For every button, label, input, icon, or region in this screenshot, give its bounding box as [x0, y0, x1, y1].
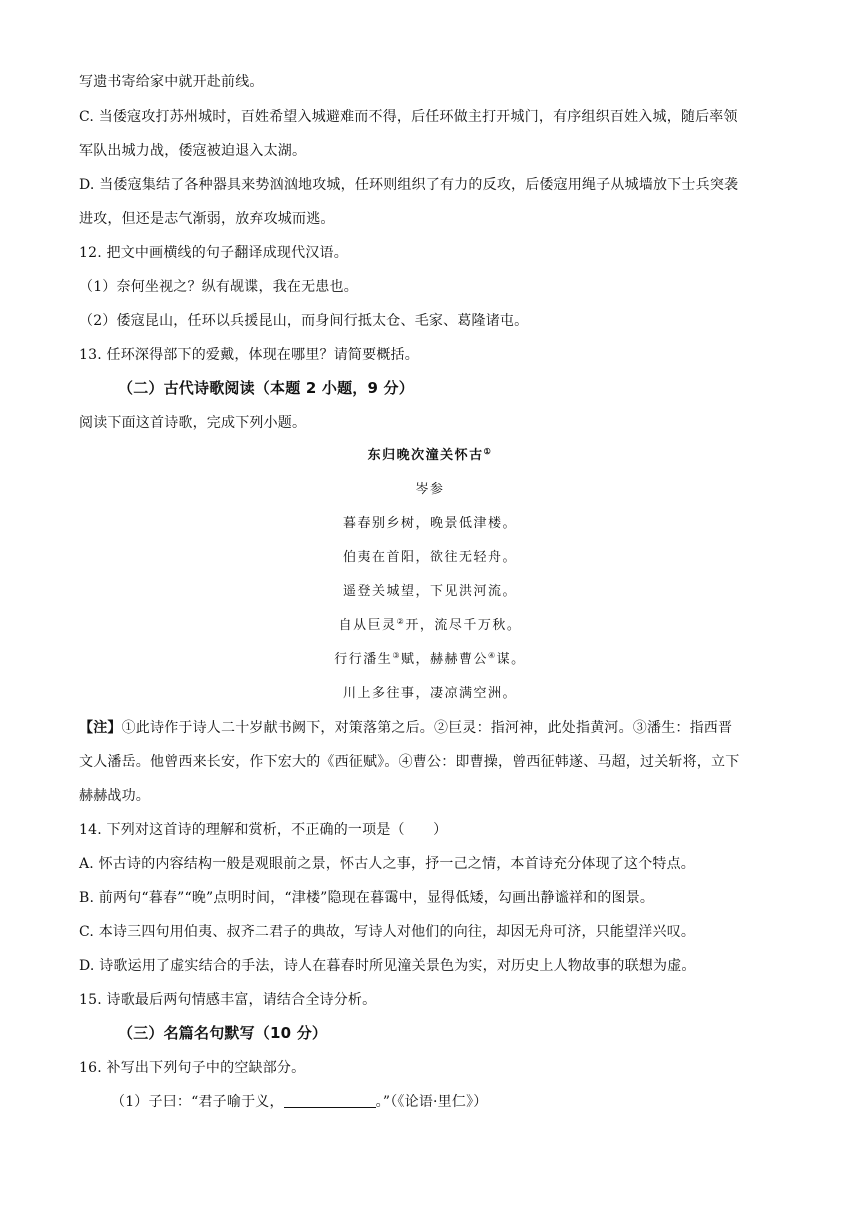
question-15: 15. 诗歌最后两句情感丰富，请结合全诗分析。 — [79, 992, 377, 1008]
option-d-line2: 进攻，但还是志气渐弱，放弃攻城而逃。 — [79, 211, 335, 227]
question-12-part2: （2）倭寇昆山，任环以兵援昆山，而身间行抵太仓、毛家、葛隆诸屯。 — [79, 313, 529, 329]
poem-text: 自从巨灵 — [338, 618, 397, 633]
footnote-marker: ① — [483, 446, 493, 456]
quote-text: （1）子曰：“君子喻于义， — [111, 1094, 284, 1110]
option-c-line2: 军队出城力战，倭寇被迫退入太湖。 — [79, 143, 307, 159]
poem-text: 行行潘生 — [334, 652, 393, 667]
poem-note-line3: 赫赫战功。 — [79, 788, 150, 804]
poem-line-1: 暮春别乡树，晚景低津楼。 — [342, 516, 517, 531]
poem-text: 开，流尽千万秋。 — [405, 618, 522, 633]
poem-text: 谋。 — [496, 652, 526, 667]
question-14-option-c: C. 本诗三四句用伯夷、叔齐二君子的典故，写诗人对他们的向往，却因无舟可济，只能望洋兴叹。 — [79, 924, 696, 940]
option-d-line1: D. 当倭寇集结了各种器具来势汹汹地攻城，任环则组织了有力的反攻，后倭寇用绳子从城墙放下士兵突袭 — [79, 177, 739, 193]
footnote-marker: ④ — [488, 651, 497, 660]
poem-line-3: 遥登关城望，下见洪河流。 — [342, 584, 517, 599]
question-14-option-d: D. 诗歌运用了虚实结合的手法，诗人在暮春时所见潼关景色为实，对历史上人物故事的联想为虚。 — [79, 958, 696, 974]
footnote-marker: ③ — [392, 651, 401, 660]
question-13: 13. 任环深得部下的爱戴，体现在哪里？请简要概括。 — [79, 347, 419, 363]
question-16: 16. 补写出下列句子中的空缺部分。 — [79, 1060, 306, 1076]
question-14-option-b: B. 前两句“暮春”“晚”点明时间，“津楼”隐现在暮霭中，显得低矮，勾画出静谧祥和的图景。 — [79, 890, 655, 906]
section-heading-poetry: （二）古代诗歌阅读（本题 2 小题，9 分） — [118, 379, 414, 397]
poem-line-2: 伯夷在首阳，欲往无轻舟。 — [342, 550, 517, 565]
section-heading-recitation: （三）名篇名句默写（10 分） — [118, 1024, 328, 1042]
poem-line-4 — [0, 616, 860, 636]
text-line: 写遗书寄给家中就开赴前线。 — [79, 74, 264, 90]
poem-text: 赋，赫赫曹公 — [400, 652, 488, 667]
option-c-line1: C. 当倭寇攻打苏州城时，百姓希望入城避难而不得，后任环做主打开城门，有序组织百姓入城，随后率领 — [79, 109, 738, 125]
quote-source: 。”（《论语·里仁》） — [375, 1094, 488, 1110]
question-12-part1: （1）奈何坐视之？纵有觇谍，我在无患也。 — [79, 279, 358, 295]
question-14-option-a: A. 怀古诗的内容结构一般是观眼前之景，怀古人之事，抒一己之情，本首诗充分体现了这个特点。 — [79, 856, 696, 872]
question-12: 12. 把文中画横线的句子翻译成现代汉语。 — [79, 245, 348, 261]
poem-line-6: 川上多往事，凄凉满空洲。 — [342, 686, 517, 701]
note-text: ①此诗作于诗人二十岁献书阙下，对策落第之后。②巨灵：指河神，此处指黄河。③潘生：指西晋 — [121, 720, 733, 736]
poem-note-line2: 文人潘岳。他曾西来长安，作下宏大的《西征赋》。④曹公：即曹操，曾西征韩遂、马超，过关斩将，立下 — [79, 754, 740, 770]
question-16-part1 — [111, 1092, 816, 1112]
poem-line-5 — [0, 650, 860, 670]
poem-title-text: 东归晚次潼关怀古 — [367, 448, 484, 463]
reading-instruction: 阅读下面这首诗歌，完成下列小题。 — [79, 415, 307, 431]
question-14: 14. 下列对这首诗的理解和赏析，不正确的一项是（ ） — [79, 822, 448, 838]
footnote-marker: ② — [396, 617, 406, 626]
note-label: 【注】 — [79, 720, 122, 736]
poem-title — [0, 446, 860, 466]
poem-author: 岑参 — [415, 482, 445, 497]
poem-note-line1 — [79, 718, 784, 738]
fill-blank[interactable] — [284, 1093, 376, 1108]
